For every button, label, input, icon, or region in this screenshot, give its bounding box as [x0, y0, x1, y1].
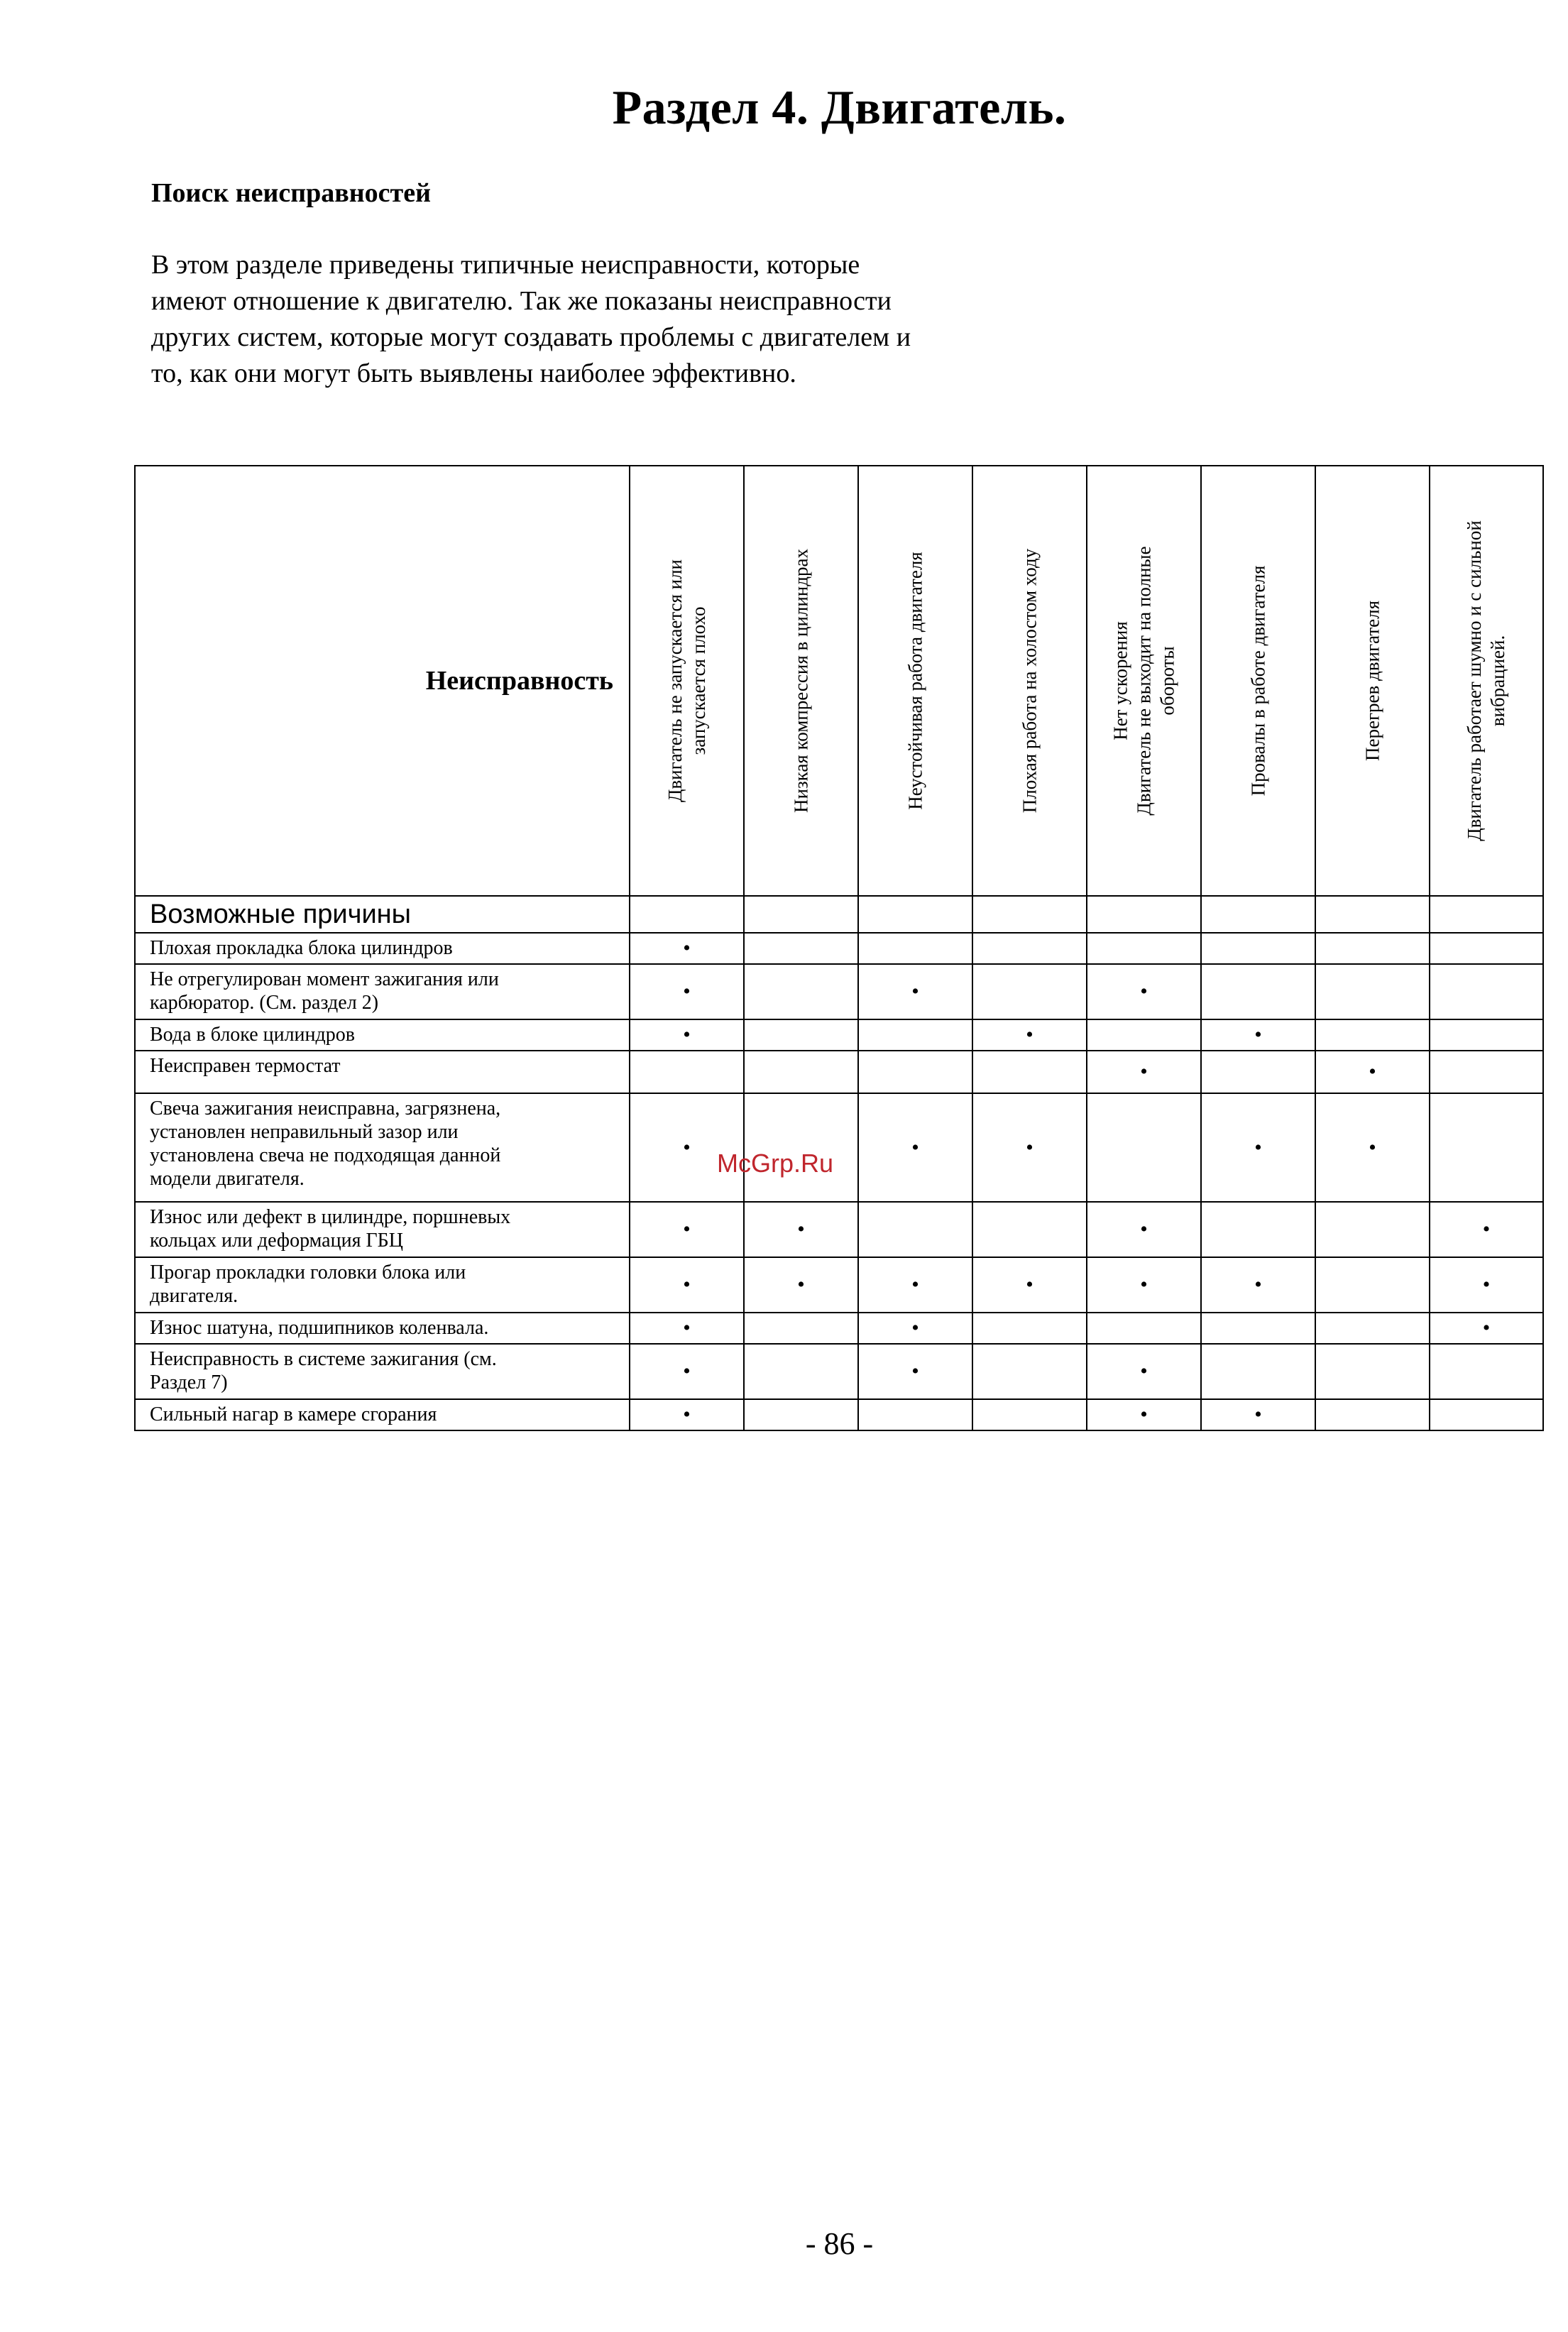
empty-cell — [1201, 964, 1315, 1019]
empty-cell — [972, 1399, 1087, 1430]
empty-cell — [1201, 1344, 1315, 1399]
empty-cell — [972, 1344, 1087, 1399]
symptom-mark: • — [1087, 964, 1201, 1019]
symptom-header-text — [1018, 475, 1041, 887]
symptom-mark: • — [744, 1202, 858, 1257]
cause-cell — [135, 1019, 630, 1051]
empty-cell — [858, 1019, 972, 1051]
symptom-header-line: Двигатель не запускается или — [664, 559, 686, 803]
empty-cell — [1087, 1019, 1201, 1051]
empty-cell — [972, 1202, 1087, 1257]
symptom-header — [858, 466, 972, 896]
symptom-mark: • — [1315, 1051, 1430, 1093]
cause-cell — [135, 933, 630, 964]
intro-paragraph — [151, 247, 1102, 392]
empty-cell — [1430, 964, 1543, 1019]
symptom-header — [972, 466, 1087, 896]
cause-line: кольцах или деформация ГБЦ — [150, 1230, 403, 1252]
empty-cell — [1430, 933, 1543, 964]
table-header-row — [135, 466, 1543, 896]
symptom-header-line: Нет ускорения — [1109, 621, 1131, 740]
symptom-mark: • — [1087, 1257, 1201, 1313]
empty-cell — [1201, 933, 1315, 964]
symptom-mark: • — [630, 1344, 744, 1399]
fault-table — [134, 465, 1544, 1431]
cause-cell — [135, 964, 630, 1019]
symptom-header-text — [1463, 475, 1510, 887]
empty-cell — [744, 1344, 858, 1399]
symptom-header-text — [1246, 475, 1270, 887]
symptom-mark: • — [630, 1093, 744, 1202]
cause-line: Износ шатуна, подшипников коленвала. — [150, 1317, 489, 1339]
empty-cell — [858, 1202, 972, 1257]
cause-cell — [135, 1202, 630, 1257]
cause-cell — [135, 1051, 630, 1093]
empty-cell — [630, 1051, 744, 1093]
symptom-header-text — [789, 475, 813, 887]
empty-cell — [744, 933, 858, 964]
table-row — [135, 1051, 1543, 1093]
empty-cell — [630, 896, 744, 933]
symptom-mark: • — [1087, 1344, 1201, 1399]
watermark: McGrp.Ru — [717, 1149, 834, 1178]
table-row — [135, 1202, 1543, 1257]
cause-line: карбюратор. (См. раздел 2) — [150, 992, 379, 1014]
empty-cell — [1430, 1399, 1543, 1430]
empty-cell — [1087, 896, 1201, 933]
cause-cell — [135, 1257, 630, 1313]
symptom-mark: • — [630, 933, 744, 964]
symptom-mark: • — [1315, 1093, 1430, 1202]
cause-line: Износ или дефект в цилиндре, поршневых — [150, 1206, 511, 1228]
cause-line: Свеча зажигания неисправна, загрязнена, — [150, 1097, 501, 1120]
empty-cell — [744, 964, 858, 1019]
empty-cell — [1315, 896, 1430, 933]
table-row — [135, 964, 1543, 1019]
symptom-mark: • — [1430, 1257, 1543, 1313]
symptom-header-line: запускается плохо — [687, 606, 709, 755]
symptom-mark: • — [1087, 1202, 1201, 1257]
empty-cell — [1201, 1051, 1315, 1093]
cause-cell — [135, 1399, 630, 1430]
cause-line: Неисправность в системе зажигания (см. — [150, 1348, 497, 1370]
symptom-header — [744, 466, 858, 896]
empty-cell — [1315, 1344, 1430, 1399]
empty-cell — [972, 1313, 1087, 1344]
cause-line: установлена свеча не подходящая данной — [150, 1144, 501, 1166]
symptom-header-line: Двигатель работает шумно и с сильной — [1464, 520, 1485, 841]
symptom-header-text — [904, 475, 927, 887]
section-title: Раздел 4. Двигатель. — [612, 80, 1067, 134]
empty-cell — [972, 1051, 1087, 1093]
empty-cell — [1315, 1399, 1430, 1430]
cause-line: Плохая прокладка блока цилиндров — [150, 937, 453, 959]
intro-line: имеют отношение к двигателю. Так же показаны неисправности — [151, 286, 892, 316]
symptom-mark: • — [1201, 1399, 1315, 1430]
symptom-mark: • — [858, 964, 972, 1019]
empty-cell — [744, 1093, 858, 1202]
empty-cell — [972, 896, 1087, 933]
cause-cell — [135, 1313, 630, 1344]
symptom-header-line: Низкая компрессия в цилиндрах — [790, 549, 811, 813]
symptom-mark: • — [630, 1399, 744, 1430]
symptom-mark: • — [972, 1019, 1087, 1051]
table-row — [135, 1344, 1543, 1399]
table-row — [135, 933, 1543, 964]
empty-cell — [858, 896, 972, 933]
cause-line: Раздел 7) — [150, 1372, 228, 1394]
symptom-mark: • — [630, 964, 744, 1019]
symptom-header-line: Неустойчивая работа двигателя — [904, 552, 926, 810]
symptom-mark: • — [1430, 1313, 1543, 1344]
empty-cell — [1315, 933, 1430, 964]
section-row — [135, 896, 1543, 933]
empty-cell — [1087, 1313, 1201, 1344]
empty-cell — [1087, 933, 1201, 964]
symptom-mark: • — [858, 1257, 972, 1313]
symptom-header — [1315, 466, 1430, 896]
symptom-header — [1201, 466, 1315, 896]
symptom-header-text — [1109, 475, 1179, 887]
symptom-mark: • — [1087, 1051, 1201, 1093]
symptom-header-line: Провалы в работе двигателя — [1247, 565, 1268, 797]
symptom-mark: • — [1430, 1202, 1543, 1257]
symptom-mark: • — [972, 1093, 1087, 1202]
symptom-mark: • — [1087, 1399, 1201, 1430]
table-row — [135, 1093, 1543, 1202]
empty-cell — [1315, 1257, 1430, 1313]
empty-cell — [972, 964, 1087, 1019]
empty-cell — [744, 1051, 858, 1093]
symptom-header-line: вибрацией. — [1487, 635, 1508, 727]
symptom-mark: • — [1201, 1257, 1315, 1313]
empty-cell — [1315, 1202, 1430, 1257]
symptom-mark: • — [744, 1257, 858, 1313]
symptom-mark: • — [1201, 1019, 1315, 1051]
empty-cell — [858, 933, 972, 964]
symptom-header-line: Перегрев двигателя — [1361, 601, 1383, 761]
table-row — [135, 1399, 1543, 1430]
cause-line: Неисправен термостат — [150, 1055, 341, 1077]
cause-line: Не отрегулирован момент зажигания или — [150, 968, 499, 990]
cause-line: двигателя. — [150, 1285, 239, 1307]
empty-cell — [1315, 1313, 1430, 1344]
empty-cell — [1087, 1093, 1201, 1202]
table-row — [135, 1019, 1543, 1051]
symptom-mark: • — [858, 1313, 972, 1344]
empty-cell — [1430, 1093, 1543, 1202]
symptom-mark: • — [630, 1313, 744, 1344]
symptom-header-text — [1361, 475, 1384, 887]
empty-cell — [1430, 896, 1543, 933]
empty-cell — [1430, 1051, 1543, 1093]
page-number: - 86 - — [805, 2226, 874, 2261]
cause-line: Вода в блоке цилиндров — [150, 1024, 355, 1046]
fault-header-label: Неисправность — [135, 466, 630, 896]
intro-line: то, как они могут быть выявлены наиболее эффективно. — [151, 358, 796, 388]
table-row — [135, 1313, 1543, 1344]
empty-cell — [744, 896, 858, 933]
causes-section-label: Возможные причины — [135, 896, 630, 933]
empty-cell — [858, 1051, 972, 1093]
empty-cell — [744, 1019, 858, 1051]
symptom-header — [1087, 466, 1201, 896]
symptom-header-line: обороты — [1156, 646, 1178, 716]
empty-cell — [858, 1399, 972, 1430]
empty-cell — [1430, 1344, 1543, 1399]
cause-line: Сильный нагар в камере сгорания — [150, 1403, 437, 1425]
empty-cell — [1201, 1202, 1315, 1257]
symptom-header-line: Двигатель не выходит на полные — [1133, 546, 1154, 816]
empty-cell — [1201, 896, 1315, 933]
symptom-header — [630, 466, 744, 896]
symptom-mark: • — [630, 1019, 744, 1051]
symptom-mark: • — [972, 1257, 1087, 1313]
empty-cell — [1430, 1019, 1543, 1051]
empty-cell — [744, 1313, 858, 1344]
symptom-header — [1430, 466, 1543, 896]
symptom-mark: • — [858, 1344, 972, 1399]
empty-cell — [1201, 1313, 1315, 1344]
intro-line: В этом разделе приведены типичные неисправности, которые — [151, 250, 860, 280]
symptom-header-text — [664, 475, 711, 887]
table-row — [135, 1257, 1543, 1313]
cause-cell — [135, 1093, 630, 1202]
empty-cell — [1315, 1019, 1430, 1051]
cause-line: модели двигателя. — [150, 1168, 305, 1190]
empty-cell — [1315, 964, 1430, 1019]
symptom-mark: • — [858, 1093, 972, 1202]
symptom-header-line: Плохая работа на холостом ходу — [1019, 548, 1040, 814]
cause-line: Прогар прокладки головки блока или — [150, 1261, 466, 1283]
subsection-title: Поиск неисправностей — [151, 178, 431, 208]
symptom-mark: • — [630, 1257, 744, 1313]
symptom-mark: • — [1201, 1093, 1315, 1202]
cause-line: установлен неправильный зазор или — [150, 1121, 459, 1143]
cause-cell — [135, 1344, 630, 1399]
empty-cell — [972, 933, 1087, 964]
intro-line: других систем, которые могут создавать проблемы с двигателем и — [151, 322, 911, 352]
symptom-mark: • — [630, 1202, 744, 1257]
empty-cell — [744, 1399, 858, 1430]
